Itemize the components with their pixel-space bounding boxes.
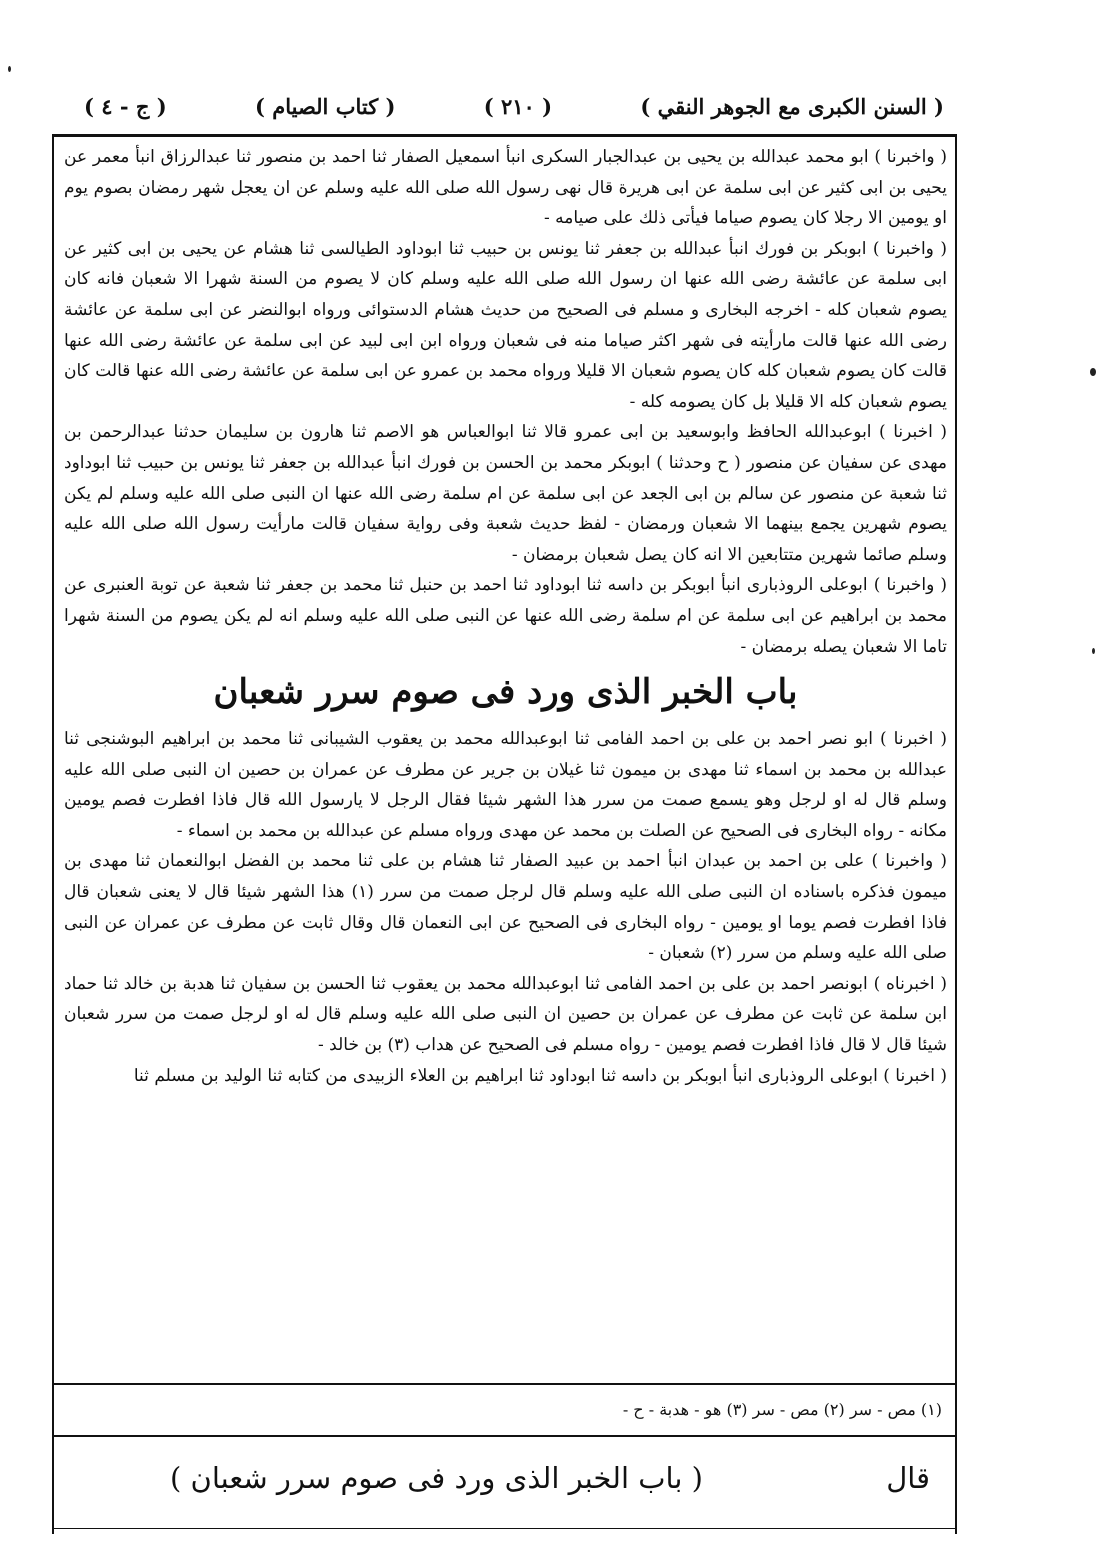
scan-speck [1090,368,1096,376]
header-volume: ( ج - ٤ ) [84,93,167,119]
bottom-rule [52,1528,957,1529]
running-header [84,86,944,126]
footnote: (١) مص - سر (٢) مص - سر (٣) هو - هدبة - ح - [622,1400,942,1419]
frame-left-rule [52,134,54,1534]
paragraph-8: ( اخبرنا ) ابوعلى الروذبارى انبأ ابوبكر بن داسه ثنا ابوداود ثنا ابراهيم بن العلاء الزبيدى من كتابه ثنا الوليد بن مسلم ثنا [133,1065,947,1086]
paragraph-6: ( واخبرنا ) على بن احمد بن عبدان انبأ احمد بن عبيد الصفار ثنا هشام بن على ثنا محمد بن الفضل ابوالنعمان ثنا مهدى بن ميمون فذكره باسناده ان النبى صلى الله عليه وسلم قال لرجل صمت من سرر (١) هذا الشهر شيئا قال لا يعنى شعبان قال فاذا افطرت فصم يوما او يومين - رواه البخارى فى الصحيح عن ابى النعمان قال وقال ثابت عن مطرف عن عمران عن النبى صلى الله عليه وسلم من سرر (٢) شعبان - [64,851,947,964]
paragraph-7: ( اخبرناه ) ابونصر احمد بن على بن احمد الفامى ثنا ابوعبدالله محمد بن يعقوب ثنا الحسن بن سفيان ثنا هدبة بن خالد ثنا حماد ابن سلمة عن ثابت عن مطرف عن عمران بن حصين ان النبى صلى الله عليه وسلم قال له او لرجل صمت من سرر شعبان شيئا قال لا قال فاذا افطرت فصم يومين - رواه مسلم فى الصحيح عن هداب (٣) بن خالد - [64,973,947,1056]
paragraph-2: ( واخبرنا ) ابوبكر بن فورك انبأ عبدالله بن جعفر ثنا يونس بن حبيب ثنا ابوداود الطيالسى ثنا هشام عن يحيى بن ابى كثير عن ابى سلمة عن عائشة رضى الله عنها ان رسول الله صلى الله عليه وسلم كان لا يصوم من السنة شهرا الا شعبان فانه كان يصوم شعبان كله - اخرجه البخارى و مسلم فى الصحيح من حديث هشام الدستوائى ورواه ابوالنضر عن ابى سلمة عن عائشة رضى الله عنها قالت مارأيته فى شهر اكثر صياما منه فى شعبان ورواه ابن ابى لبيد عن ابى سلمة عن عائشة رضى الله عنها قالت كان يصوم شعبان كله كان يصوم شعبان الا قليلا ورواه محمد بن عمرو عن ابى سلمة عن عائشة رضى الله عنها قالت كان يصوم شعبان كله الا قليلا بل كان يصومه كله - [64,238,947,412]
footnote-separator [52,1383,957,1385]
header-page-number: ( ٢١٠ ) [483,93,553,119]
main-text [64,142,947,1091]
frame-right-rule [955,134,957,1534]
chapter-heading: باب الخبر الذى ورد فى صوم سرر شعبان [213,672,798,713]
frame-top-rule [52,134,957,137]
paragraph-1: ( واخبرنا ) ابو محمد عبدالله بن يحيى بن عبدالجبار السكرى انبأ اسمعيل الصفار ثنا احمد بن منصور ثنا عبدالرزاق انبأ معمر عن يحيى بن ابى كثير عن ابى سلمة عن ابى هريرة قال نهى رسول الله صلى الله عليه وسلم عن ان يعجل شهر رمضان بصوم يوم او يومين الا رجلا كان يصوم صياما فيأتى ذلك على صيامه - [64,147,947,229]
catch-line [170,1452,930,1504]
paragraph-4: ( واخبرنا ) ابوعلى الروذبارى انبأ ابوبكر بن داسه ثنا ابوداود ثنا احمد بن حنبل ثنا محمد بن جعفر ثنا شعبة عن توبة العنبرى عن محمد بن ابراهيم عن ابى سلمة عن ام سلمة رضى الله عنها عن النبى صلى الله عليه وسلم انه لم يكن يصوم من السنة شهرا تاما الا شعبان يصله برمضان - [64,575,947,657]
catch-line-label: قال [886,1461,930,1495]
paragraph-5: ( اخبرنا ) ابو نصر احمد بن على بن احمد الفامى ثنا ابوعبدالله محمد بن يعقوب الشيبانى ثنا محمد بن ابراهيم البوشنجى ثنا عبدالله بن محمد بن اسماء ثنا مهدى بن ميمون ثنا غيلان بن جرير عن مطرف عن عمران بن حصين ان النبى صلى الله عليه وسلم قال له او لرجل وهو يسمع صمت من سرر هذا الشهر شيئا فقال الرجل لا يارسول الله قال فاذا افطرت فصم يومين مكانه - رواه البخارى فى الصحيح عن الصلت بن محمد عن مهدى ورواه مسلم عن عبدالله بن محمد بن اسماء - [64,729,947,841]
scan-speck [1092,648,1095,654]
catch-line-title: ( باب الخبر الذى ورد فى صوم سرر شعبان ) [170,1461,703,1495]
header-section: ( كتاب الصيام ) [254,93,396,119]
catch-line-separator [52,1435,957,1437]
paragraph-3: ( اخبرنا ) ابوعبدالله الحافظ وابوسعيد بن ابى عمرو قالا ثنا ابوالعباس هو الاصم ثنا هارون بن سليمان حدثنا عبدالرحمن بن مهدى عن سفيان عن منصور ( ح وحدثنا ) ابوبكر محمد بن الحسن بن فورك انبأ عبدالله بن جعفر ثنا يونس بن حبيب ثنا ابوداود ثنا شعبة عن منصور عن سالم بن ابى الجعد عن ابى سلمة عن ام سلمة رضى الله عنها ان النبى صلى الله عليه وسلم لم يكن يصوم شهرين يجمع بينهما الا شعبان ورمضان - لفظ حديث شعبة وفى رواية سفيان قالت مارأيت رسول الله صلى الله عليه وسلم صائما شهرين متتابعين الا انه كان يصل شعبان برمضان - [64,422,947,565]
header-book-title: ( السنن الكبرى مع الجوهر النقي ) [640,93,944,119]
scan-speck [8,66,11,72]
